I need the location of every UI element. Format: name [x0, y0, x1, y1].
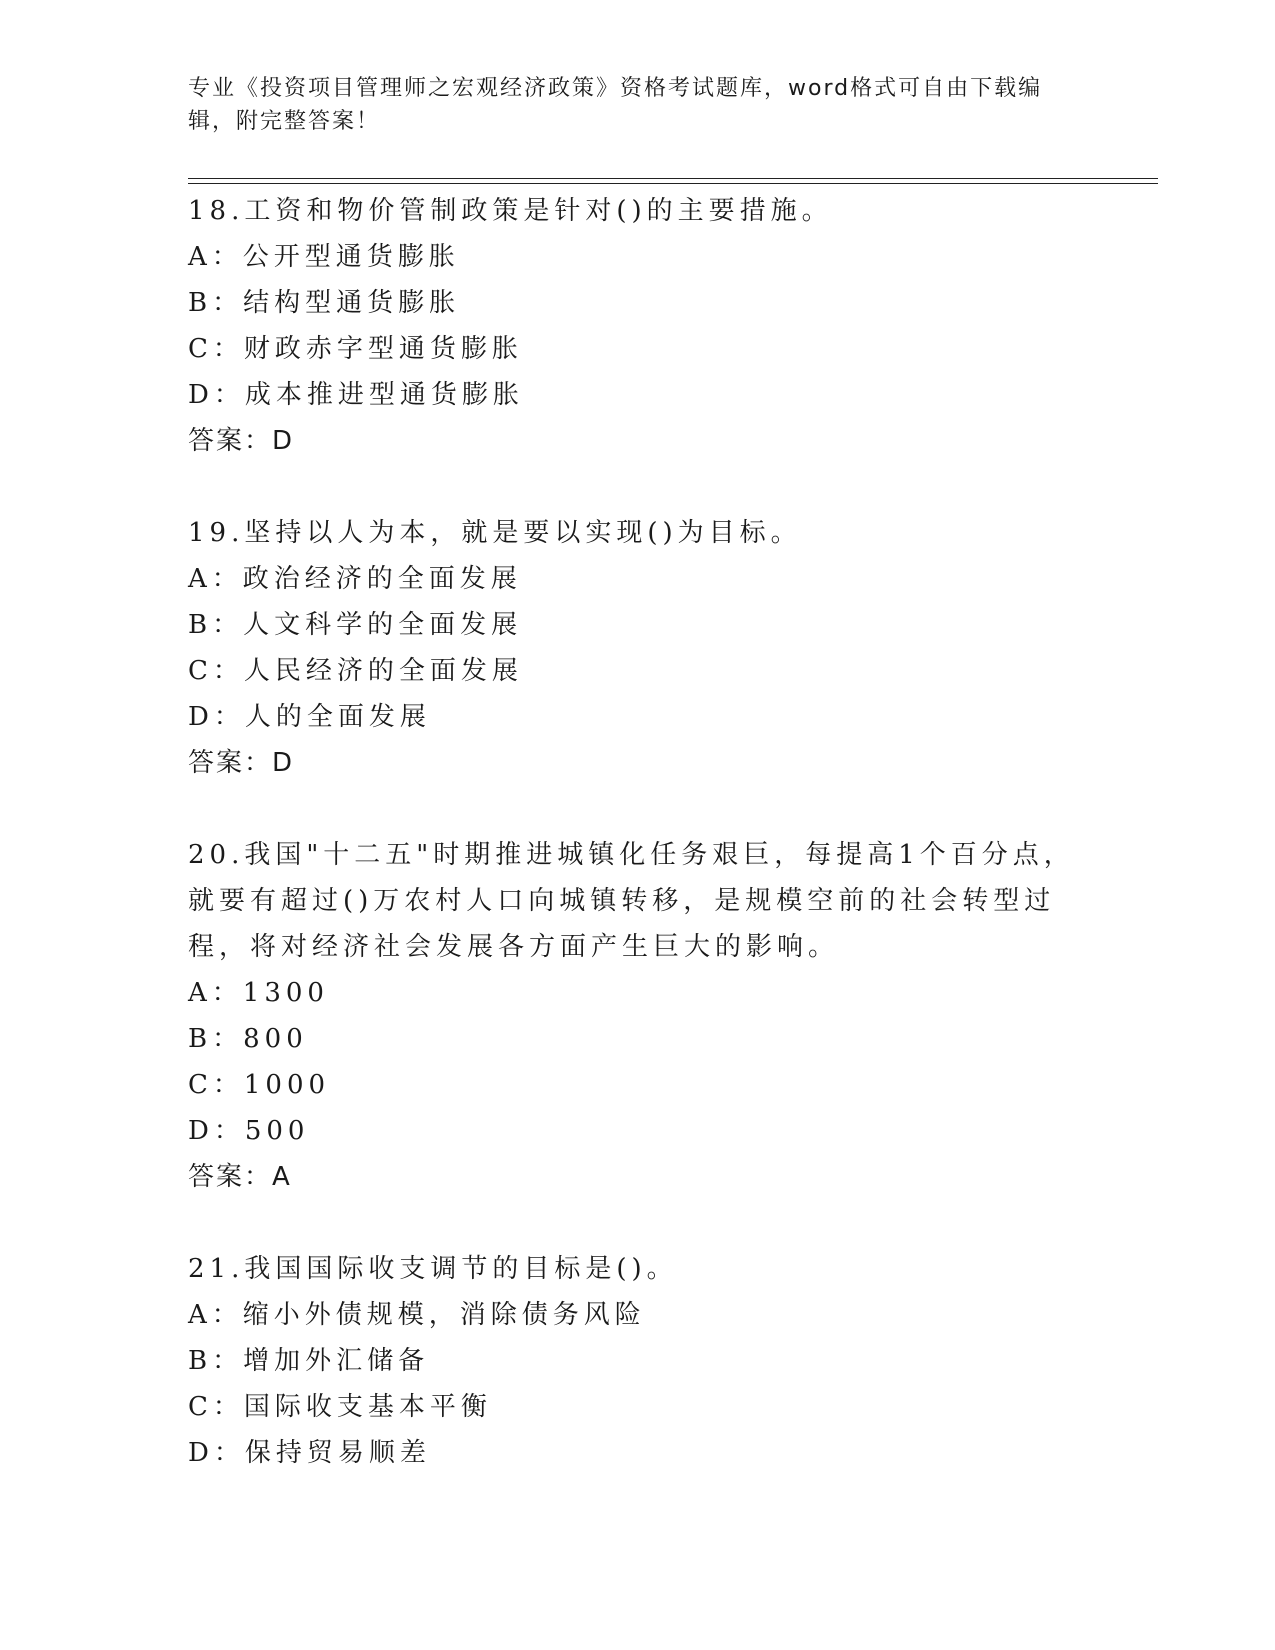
option-a: A：公开型通货膨胀 — [188, 242, 460, 272]
question-stem: 18.工资和物价管制政策是针对()的主要措施。 — [188, 196, 833, 226]
option-c: C：人民经济的全面发展 — [188, 656, 523, 686]
option-d: D：人的全面发展 — [188, 702, 431, 732]
header-divider-top — [188, 178, 1158, 179]
question-19 — [188, 510, 1088, 786]
question-18 — [188, 188, 1088, 464]
question-list — [188, 188, 1088, 1522]
option-d: D：500 — [188, 1116, 310, 1146]
option-c: C：财政赤字型通货膨胀 — [188, 334, 523, 364]
question-stem: 21.我国国际收支调节的目标是()。 — [188, 1254, 678, 1284]
option-c: C：国际收支基本平衡 — [188, 1392, 492, 1422]
question-21 — [188, 1246, 1088, 1476]
option-b: B：结构型通货膨胀 — [188, 288, 461, 318]
option-a: A：政治经济的全面发展 — [188, 564, 522, 594]
option-a: A：缩小外债规模，消除债务风险 — [188, 1300, 646, 1330]
question-20 — [188, 832, 1088, 1200]
option-b: B：800 — [188, 1024, 308, 1054]
option-c: C：1000 — [188, 1070, 331, 1100]
answer-text: 答案：D — [188, 748, 295, 778]
answer-text: 答案：D — [188, 426, 295, 456]
option-b: B：增加外汇储备 — [188, 1346, 430, 1376]
document-header: 专业《投资项目管理师之宏观经济政策》资格考试题库，word格式可自由下载编辑，附完整答案！ — [188, 76, 1043, 134]
option-b: B：人文科学的全面发展 — [188, 610, 523, 640]
header-divider-bottom — [188, 183, 1158, 184]
option-d: D：保持贸易顺差 — [188, 1438, 431, 1468]
question-stem: 20.我国"十二五"时期推进城镇化任务艰巨，每提高1个百分点，就要有超过()万农村人口向城镇转移，是规模空前的社会转型过程，将对经济社会发展各方面产生巨大的影响。 — [188, 840, 1075, 962]
answer-text: 答案：A — [188, 1162, 292, 1192]
question-stem: 19.坚持以人为本，就是要以实现()为目标。 — [188, 518, 802, 548]
option-a: A：1300 — [188, 978, 329, 1008]
option-d: D：成本推进型通货膨胀 — [188, 380, 524, 410]
